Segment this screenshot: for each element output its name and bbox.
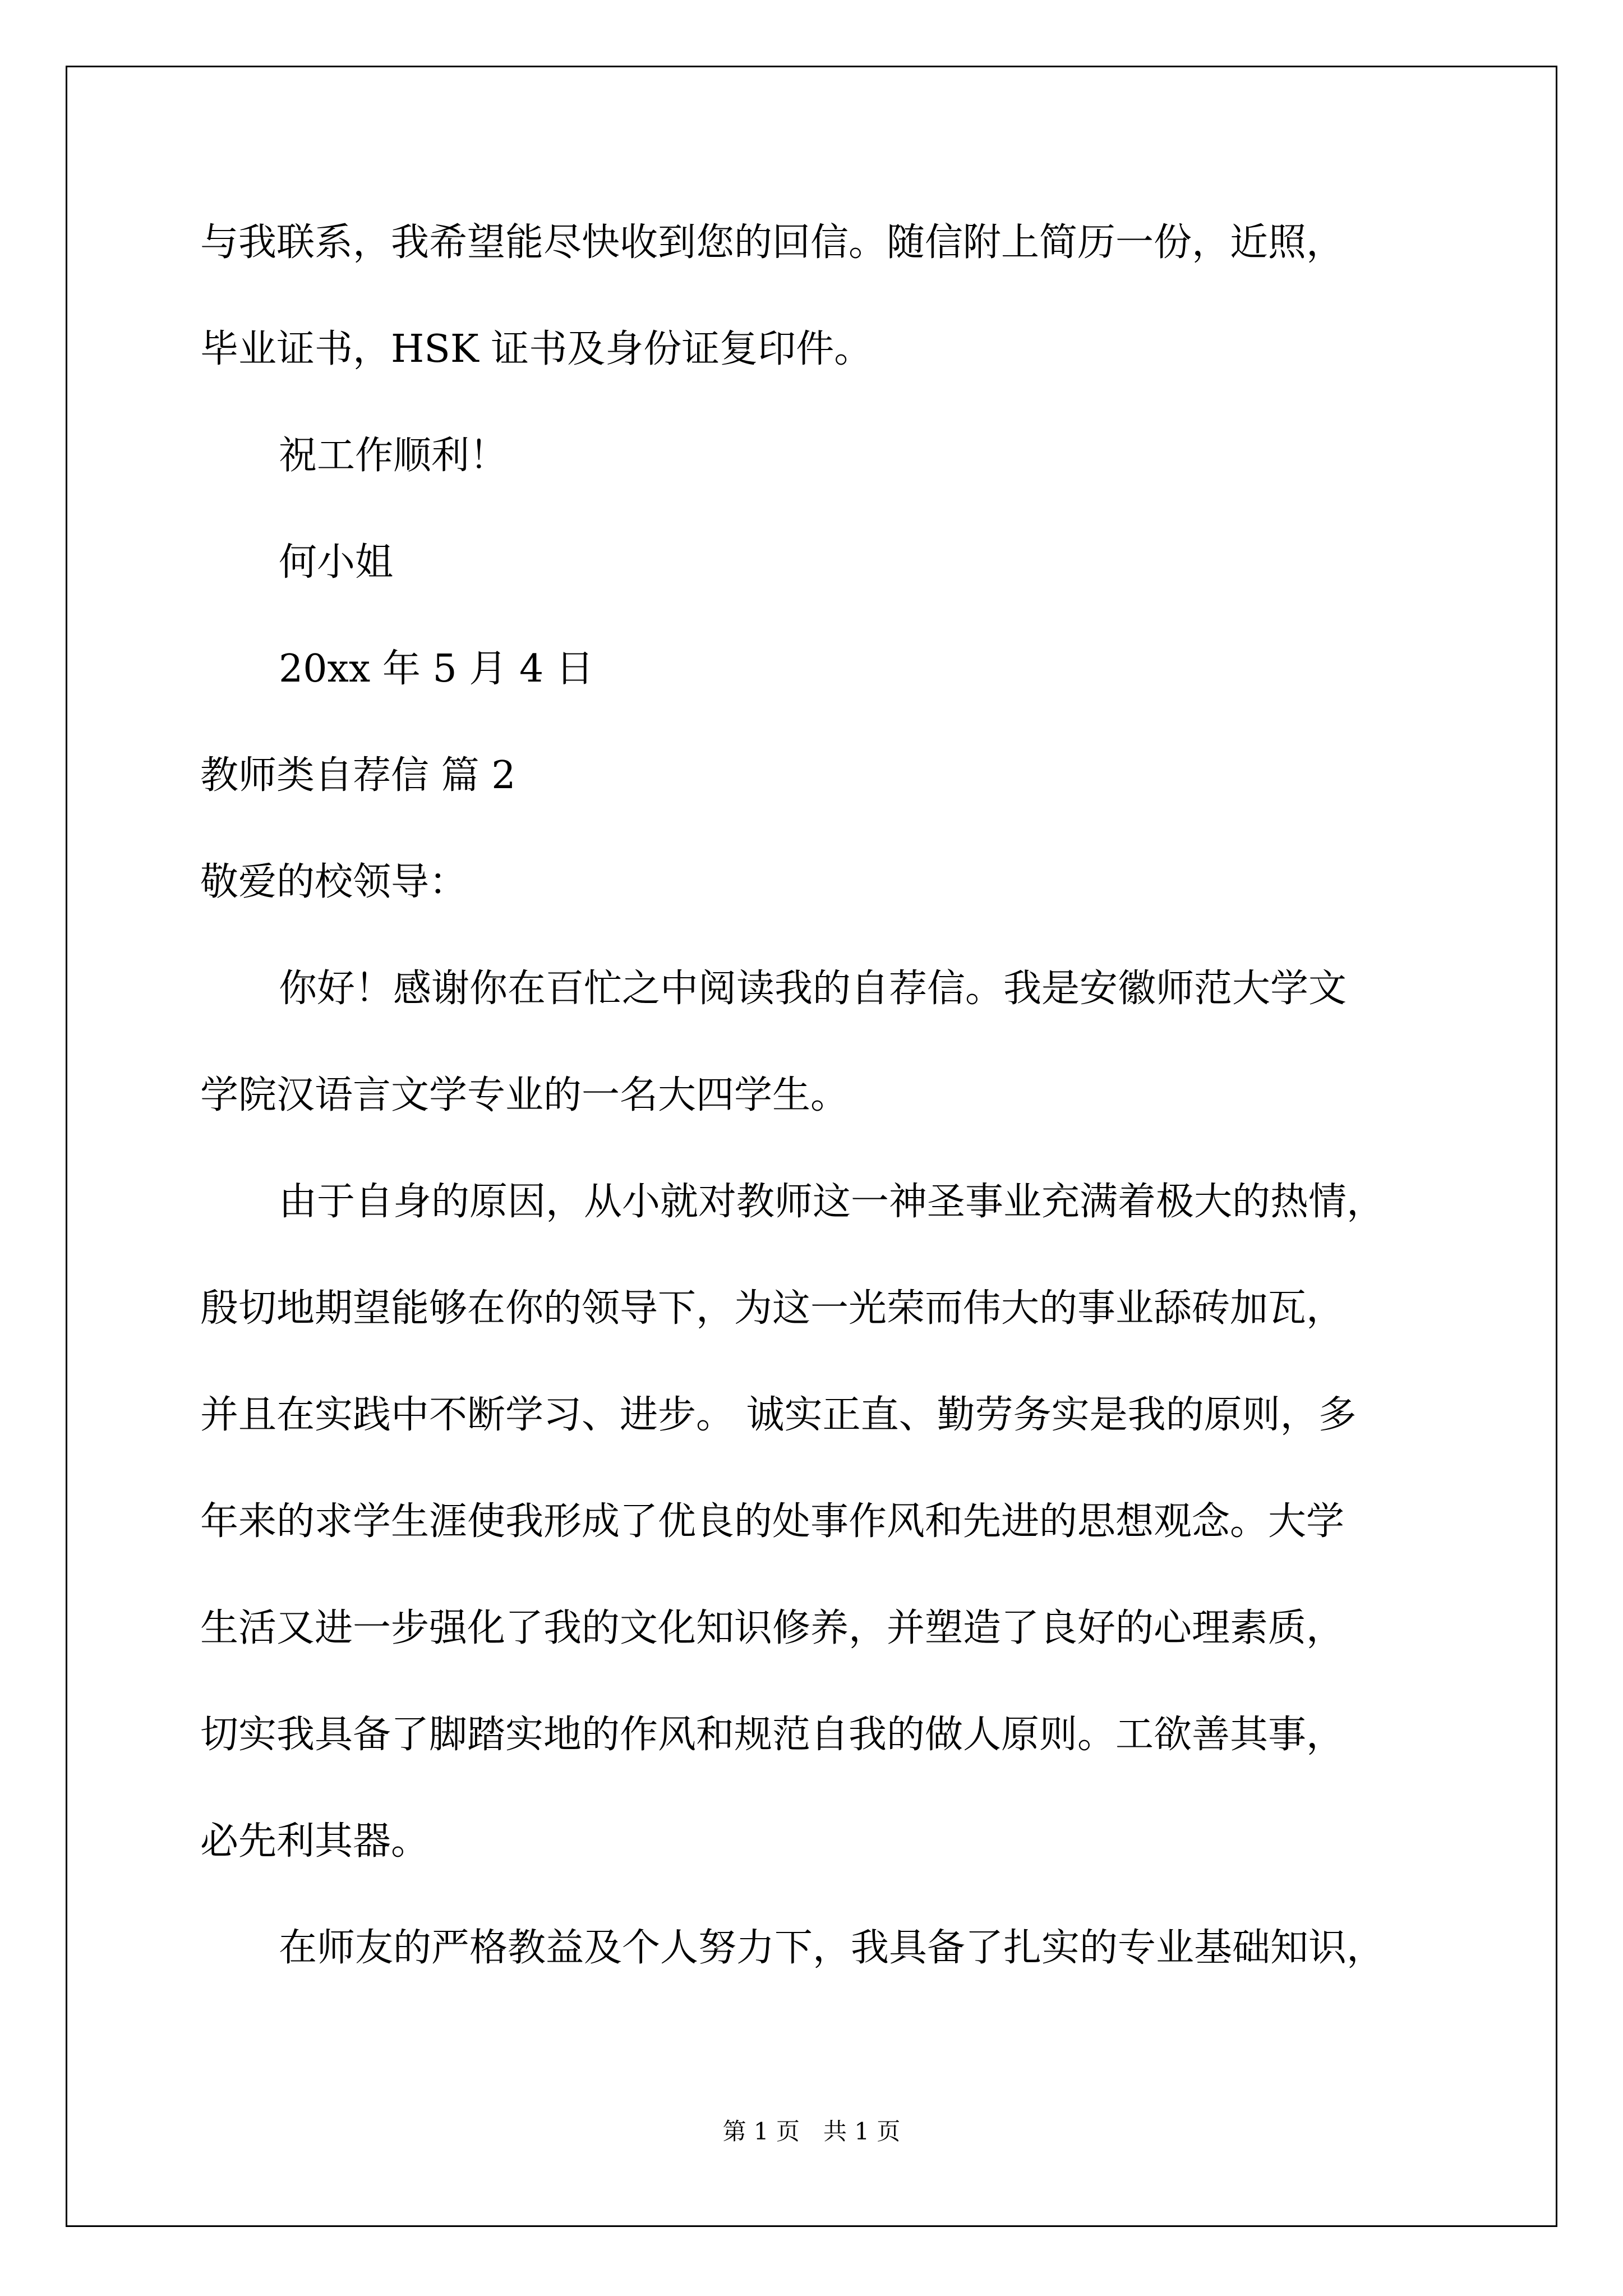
signature-name: 何小姐 (279, 540, 394, 585)
page-border (66, 66, 1557, 2227)
text-line: 由于自身的原因，从小就对教师这一神圣事业充满着极大的热情， (279, 1180, 1385, 1224)
text-line: 生活又进一步强化了我的文化知识修养，并塑造了良好的心理素质， (200, 1606, 1345, 1650)
closing-wish: 祝工作顺利！ (279, 434, 508, 478)
section-heading: 教师类自荐信 篇 2 (200, 753, 516, 798)
text-line: 你好！感谢你在百忙之中阅读我的自荐信。我是安徽师范大学文 (279, 967, 1347, 1011)
text-line: 并且在实践中不断学习、进步。 诚实正直、勤劳务实是我的原则，多 (200, 1393, 1357, 1437)
text-line: 毕业证书，HSK 证书及身份证复印件。 (200, 327, 873, 371)
text-line: 年来的求学生涯使我形成了优良的处事作风和先进的思想观念。大学 (200, 1499, 1345, 1544)
letter-date: 20xx 年 5 月 4 日 (279, 647, 594, 691)
page-number: 第 1 页 共 1 页 (722, 2118, 901, 2145)
text-line: 与我联系，我希望能尽快收到您的回信。随信附上简历一份，近照， (200, 220, 1345, 265)
text-line: 学院汉语言文学专业的一名大四学生。 (200, 1073, 849, 1117)
text-line: 必先利其器。 (200, 1819, 430, 1864)
text-line: 在师友的严格教益及个人努力下，我具备了扎实的专业基础知识， (279, 1926, 1385, 1970)
text-line: 殷切地期望能够在你的领导下，为这一光荣而伟大的事业舔砖加瓦， (200, 1286, 1345, 1331)
text-line: 切实我具备了脚踏实地的作风和规范自我的做人原则。工欲善其事， (200, 1713, 1345, 1757)
salutation: 敬爱的校领导： (200, 860, 468, 904)
